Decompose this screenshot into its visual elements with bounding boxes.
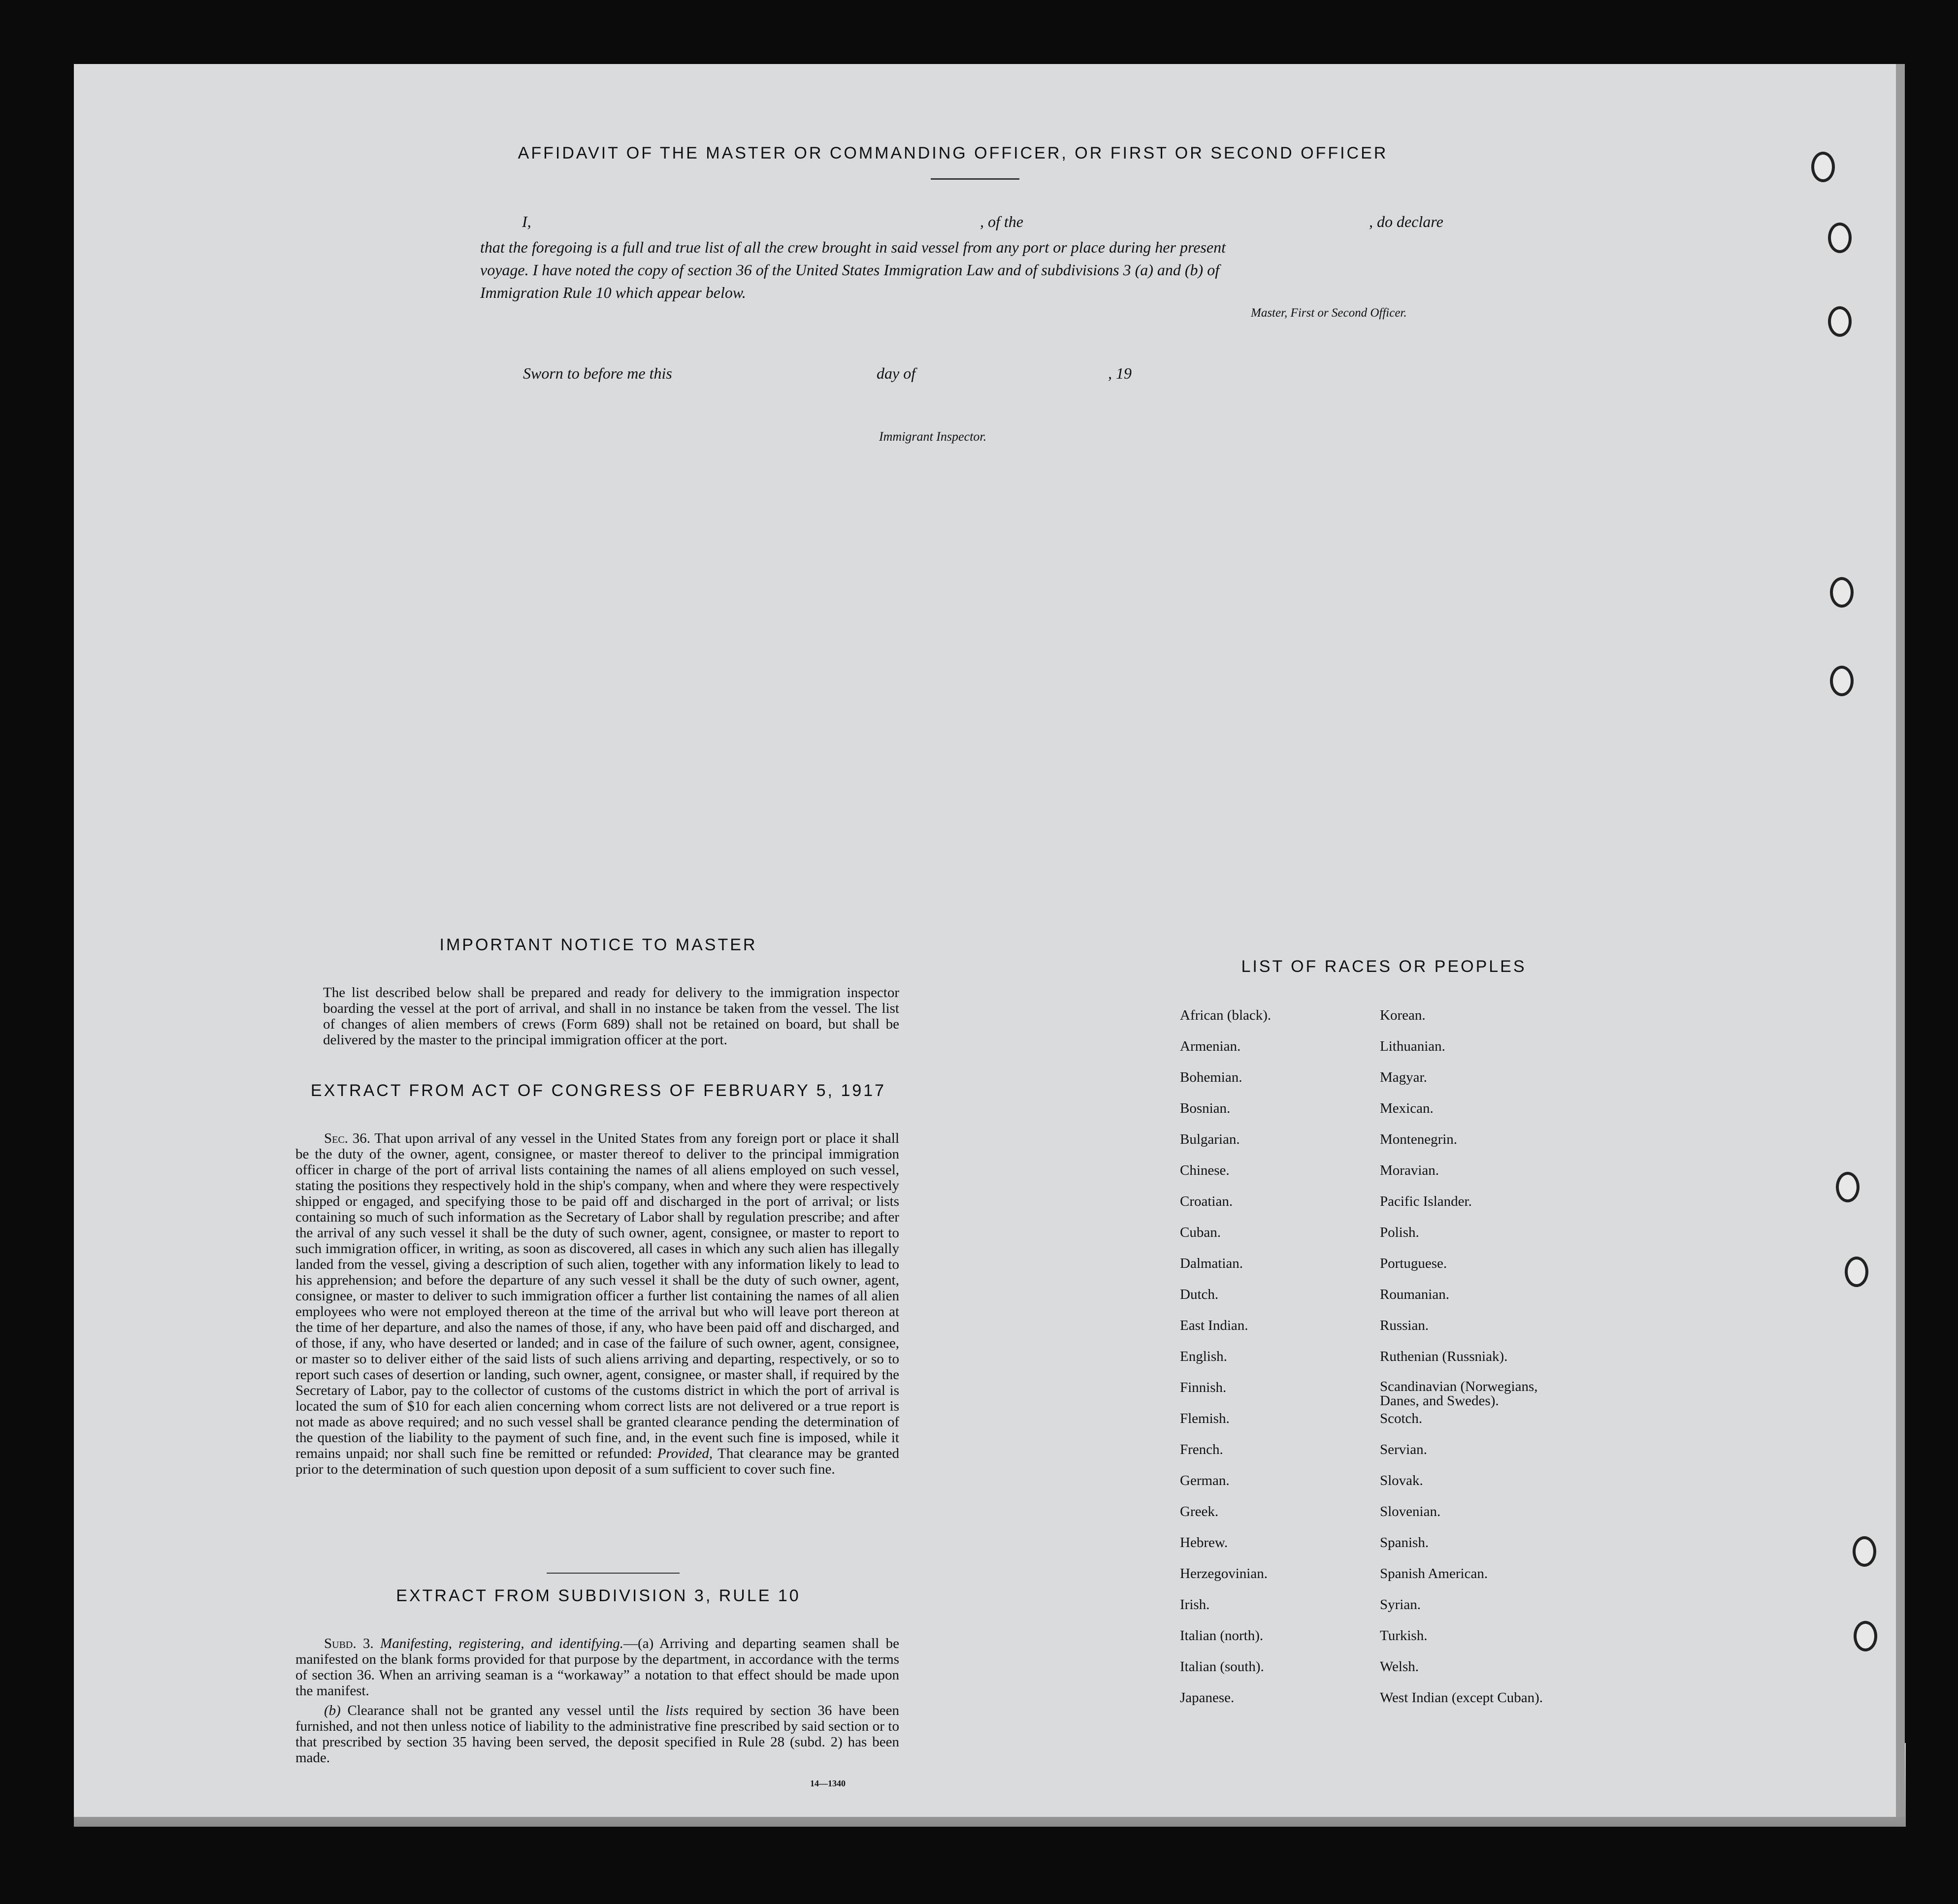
punch-hole: [1853, 1536, 1876, 1567]
extract2-heading: EXTRACT FROM SUBDIVISION 3, RULE 10: [396, 1586, 801, 1605]
race-item: Cuban.: [1180, 1225, 1221, 1240]
signer-label: Master, First or Second Officer.: [1251, 306, 1407, 320]
form-number: 14—1340: [810, 1778, 846, 1788]
provided-word: Provided,: [657, 1446, 713, 1461]
punch-hole: [1845, 1257, 1868, 1287]
race-item: West Indian (except Cuban).: [1380, 1690, 1543, 1706]
races-heading: LIST OF RACES OR PEOPLES: [1241, 957, 1527, 976]
race-item: Herzegovinian.: [1180, 1566, 1268, 1581]
extract1-text: [295, 1130, 899, 1477]
inspector-label: Immigrant Inspector.: [879, 429, 987, 444]
race-item: Chinese.: [1180, 1162, 1230, 1178]
race-item: Croatian.: [1180, 1194, 1233, 1209]
heading-rule: [931, 178, 1019, 180]
race-item: Finnish.: [1180, 1380, 1227, 1395]
race-item: Irish.: [1180, 1597, 1210, 1613]
race-item: Italian (north).: [1180, 1628, 1264, 1644]
races-column-1: [1180, 1007, 1367, 1721]
race-item: English.: [1180, 1349, 1227, 1364]
affidavit-of-the: , of the: [980, 213, 1023, 230]
race-item: Lithuanian.: [1380, 1038, 1445, 1054]
subd-b-body2: required by section 36 have been furnished, and not then unless notice of liability to the administrative fine prescribed by said section or to that prescribed by section 35 having been served, the deposit specified in Rule 28 (subd. 2) has been made.: [295, 1703, 899, 1766]
affidavit-heading: AFFIDAVIT OF THE MASTER OR COMMANDING OFFICER, OR FIRST OR SECOND OFFICER: [518, 144, 1388, 162]
race-item: Magyar.: [1380, 1069, 1427, 1085]
punch-hole: [1830, 666, 1854, 696]
affidavit-i: I,: [522, 213, 531, 230]
race-item: Servian.: [1380, 1442, 1427, 1457]
punch-hole: [1836, 1172, 1860, 1202]
race-item: Welsh.: [1380, 1659, 1419, 1675]
race-item: Slovenian.: [1380, 1504, 1441, 1519]
race-item: Montenegrin.: [1380, 1131, 1458, 1147]
punch-hole: [1811, 152, 1835, 182]
race-item: Flemish.: [1180, 1411, 1230, 1426]
race-item: Mexican.: [1380, 1100, 1434, 1116]
race-item: Dalmatian.: [1180, 1256, 1243, 1271]
race-item: Scotch.: [1380, 1411, 1423, 1426]
race-item: Slovak.: [1380, 1473, 1423, 1488]
race-item: Pacific Islander.: [1380, 1194, 1472, 1209]
punch-hole: [1828, 306, 1852, 337]
race-item: Russian.: [1380, 1318, 1429, 1333]
subd-b-text: [295, 1703, 899, 1766]
race-item: Bulgarian.: [1180, 1131, 1240, 1147]
section-rule: [547, 1573, 680, 1574]
race-item: Italian (south).: [1180, 1659, 1264, 1675]
race-item: German.: [1180, 1473, 1230, 1488]
race-item: Syrian.: [1380, 1597, 1421, 1613]
day-of-text: day of: [877, 364, 916, 382]
race-item: East Indian.: [1180, 1318, 1248, 1333]
notice-heading: IMPORTANT NOTICE TO MASTER: [439, 936, 757, 954]
race-item: Korean.: [1380, 1007, 1426, 1023]
race-item: Bohemian.: [1180, 1069, 1242, 1085]
notice-text: The list described below shall be prepared and ready for delivery to the immigration inspector boarding the vessel at the port of arrival, and shall in no instance be taken from the vessel. The list of changes of alien members of crews (Form 689) shall not be retained on board, but shall be delivered by the master to the principal immigration officer at the port.: [323, 985, 899, 1048]
race-item: African (black).: [1180, 1007, 1272, 1023]
race-item: Scandinavian (Norwegians, Danes, and Swedes).: [1380, 1379, 1538, 1409]
race-item: Hebrew.: [1180, 1535, 1228, 1550]
race-item: Turkish.: [1380, 1628, 1428, 1644]
race-item: Spanish.: [1380, 1535, 1429, 1550]
affidavit-line3: voyage. I have noted the copy of section 36 of the United States Immigration Law and of subdivisions 3 (a) and (b) of: [480, 261, 1220, 279]
subd-b-body1: Clearance shall not be granted any vessel until the: [347, 1703, 659, 1718]
punch-hole: [1830, 577, 1854, 608]
race-item: Japanese.: [1180, 1690, 1235, 1706]
affidavit-line4: Immigration Rule 10 which appear below.: [480, 284, 746, 301]
affidavit-line2: that the foregoing is a full and true list of all the crew brought in said vessel from any port or place during her present: [480, 238, 1226, 256]
race-item: Portuguese.: [1380, 1256, 1447, 1271]
subd-b-label: (b): [324, 1703, 341, 1718]
subd-a-text: [295, 1636, 899, 1699]
subd-a-body: —(a) Arriving and departing seamen shall be manifested on the blank forms provided for that purpose by the department, in accordance with the terms of section 36. When an arriving seaman is a “workaway” a notation to that effect should be made upon the manifest.: [295, 1636, 899, 1699]
sec-label: Sec. 36.: [324, 1130, 371, 1146]
subd-title: Manifesting, registering, and identifying.: [380, 1636, 624, 1651]
sec-body: That upon arrival of any vessel in the United States from any foreign port or place it shall be the duty of the owner, agent, consignee, or master thereof to deliver to the principal immigration officer in charge of the port of arrival lists containing the names of all aliens employed on such vessel, stating the positions they respectively hold in the ship's company, when and where they were respectively shipped or engaged, and specifying those to be paid off and discharged in the port of arrival; or lists containing so much of such information as the Secretary of Labor shall by regulation prescribe; and after the arrival of any such vessel it shall be the duty of such owner, agent, consignee, or master to report to such immigration officer, in writing, as soon as discovered, all cases in which any such alien has illegally landed from the vessel, giving a description of such alien, together with any information likely to lead to his apprehension; and before the departure of any such vessel it shall be the duty of such owner, agent, consignee, or master to deliver to such immigration officer a further list containing the names of all alien employees who were not employed thereon at the time of the arrival but who will leave port thereon at the time of her departure, and also the names of those, if any, who have been paid off and discharged, and of those, if any, who have deserted or landed; and in case of the failure of such owner, agent, consignee, or master so to deliver either of the said lists of such aliens arriving and departing, respectively, or so to report such cases of desertion or landing, such owner, agent, consignee, or master shall, if required by the Secretary of Labor, pay to the collector of customs of the customs district in which the port of arrival is located the sum of $10 for each alien concerning whom correct lists are not delivered or a true report is not made as above required; and no such vessel shall be granted clearance pending the determination of the question of the liability to the payment of such fine, and, in the event such fine is imposed, while it remains unpaid; nor shall such fine be remitted or refunded:: [295, 1130, 900, 1461]
race-item: Roumanian.: [1380, 1287, 1449, 1302]
subd-label: Subd. 3.: [324, 1636, 374, 1651]
race-item: Spanish American.: [1380, 1566, 1488, 1581]
race-item: French.: [1180, 1442, 1223, 1457]
races-column-2: [1380, 1007, 1656, 1721]
lists-word: lists: [665, 1703, 689, 1718]
year-text: , 19: [1108, 364, 1132, 382]
race-item: Moravian.: [1380, 1162, 1439, 1178]
race-item: Dutch.: [1180, 1287, 1219, 1302]
race-item: Polish.: [1380, 1225, 1419, 1240]
sworn-text: Sworn to before me this: [523, 364, 672, 382]
punch-hole: [1828, 223, 1852, 253]
race-item: Armenian.: [1180, 1038, 1241, 1054]
extract1-heading: EXTRACT FROM ACT OF CONGRESS OF FEBRUARY 5, 1917: [310, 1081, 886, 1100]
affidavit-do-declare: , do declare: [1369, 213, 1443, 230]
punch-hole: [1854, 1621, 1877, 1651]
race-item: Bosnian.: [1180, 1100, 1231, 1116]
race-item: Greek.: [1180, 1504, 1219, 1519]
race-item: Ruthenian (Russniak).: [1380, 1349, 1508, 1364]
sec-body-end: That clearance may be granted prior to the determination of such question upon deposit of a sum sufficient to cover such fine.: [295, 1446, 900, 1477]
